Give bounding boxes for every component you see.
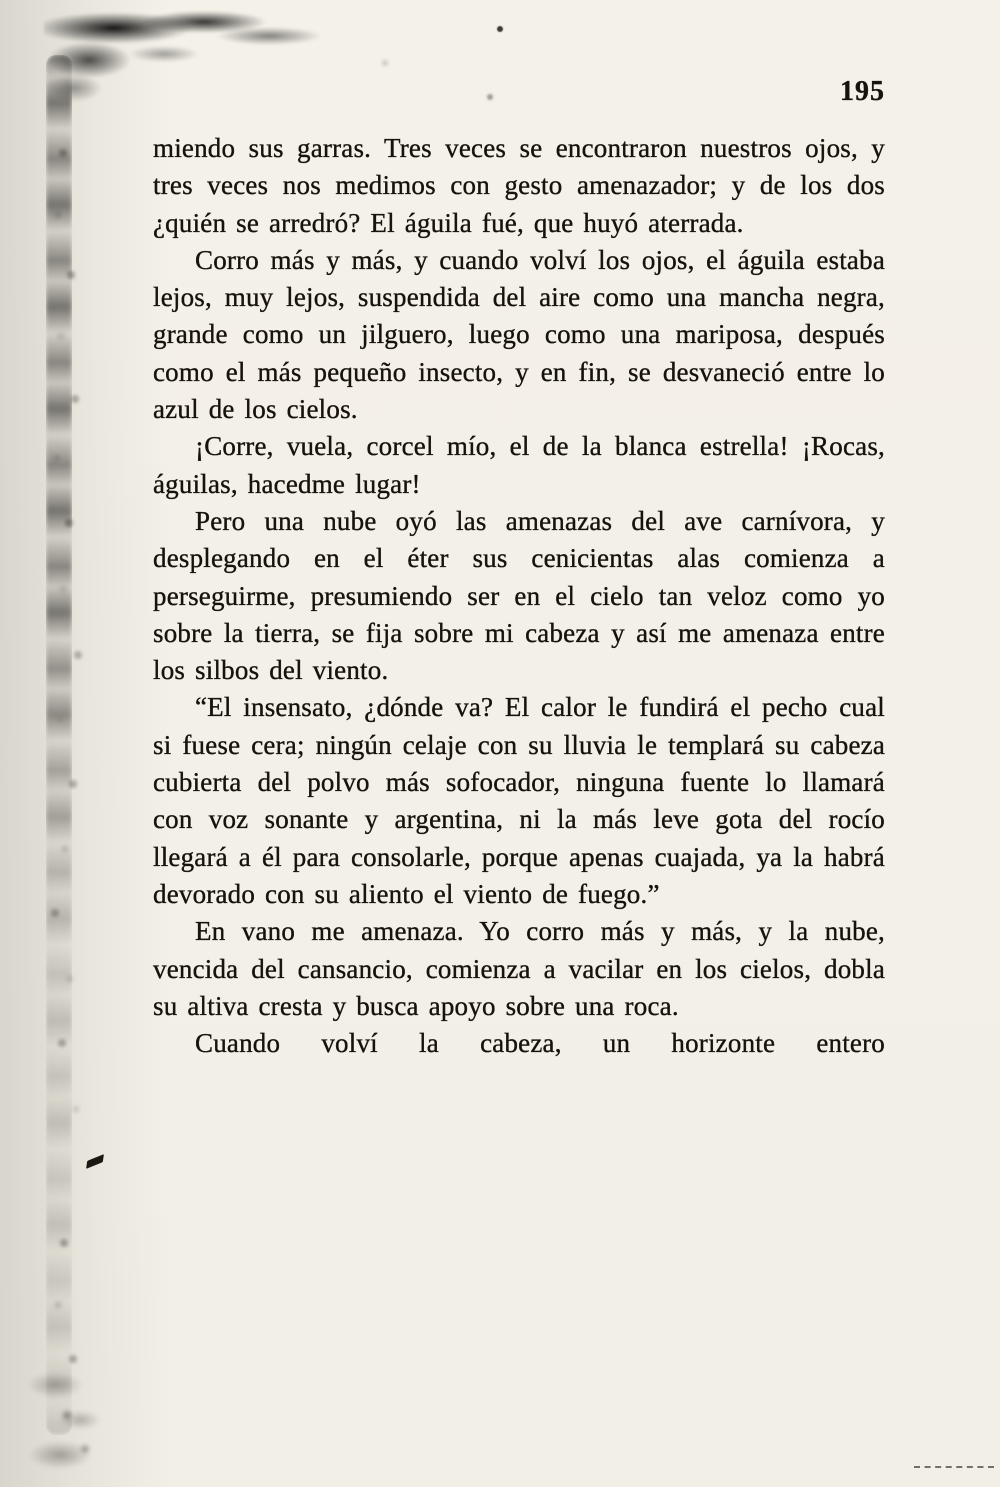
bottom-dashed-rule xyxy=(914,1466,994,1468)
paragraph: miendo sus garras. Tres veces se encontraron nuestros ojos, y tres veces nos medimos con gesto amenazador; y de los dos ¿quién se arredró? El águila fué, que huyó aterrada. xyxy=(153,133,885,238)
scan-noise-specks xyxy=(0,0,6,6)
paragraph: En vano me amenaza. Yo corro más y más, y la nube, vencida del cansancio, comienza a vacilar en los cielos, dobla su altiva cresta y busca apoyo sobre una roca. xyxy=(153,916,885,1021)
paragraph: Corro más y más, y cuando volví los ojos, el águila estaba lejos, muy lejos, suspendida del aire como una mancha negra, grande como un jilguero, luego como una mariposa, después como el más pequeño insecto, y en fin, se desvaneció entre lo azul de los cielos. xyxy=(153,244,885,425)
page-number: 195 xyxy=(840,76,885,107)
text-block xyxy=(153,130,885,1062)
paragraph: Pero una nube oyó las amenazas del ave carnívora, y desplegando en el éter sus cenicientas alas comienza a perseguirme, presumiendo ser en el cielo tan veloz como yo sobre la tierra, se fija sobre mi cabeza y así me amenaza entre los silbos del viento. xyxy=(153,505,885,686)
ink-smudge-top-left xyxy=(44,2,334,102)
paragraph: Cuando volví la cabeza, un horizonte entero xyxy=(195,1028,885,1059)
stray-ink-mark xyxy=(86,1154,104,1169)
scan-noise-bottom-left xyxy=(20,1350,130,1480)
paragraph: ¡Corre, vuela, corcel mío, el de la blanca estrella! ¡Rocas, águilas, hacedme lugar! xyxy=(153,431,885,499)
paragraph: “El insensato, ¿dónde va? El calor le fundirá el pecho cual si fuese cera; ningún celaje con su lluvia le templará su cabeza cubierta del polvo más sofocador, ninguna fuente lo llamará con voz sonante y argentina, ni la más leve gota del rocío llegará a él para consolarle, porque apenas cuajada, ya la habrá devorado con su aliento el viento de fuego.” xyxy=(153,692,885,909)
scan-shadow-left-edge xyxy=(46,55,72,1435)
